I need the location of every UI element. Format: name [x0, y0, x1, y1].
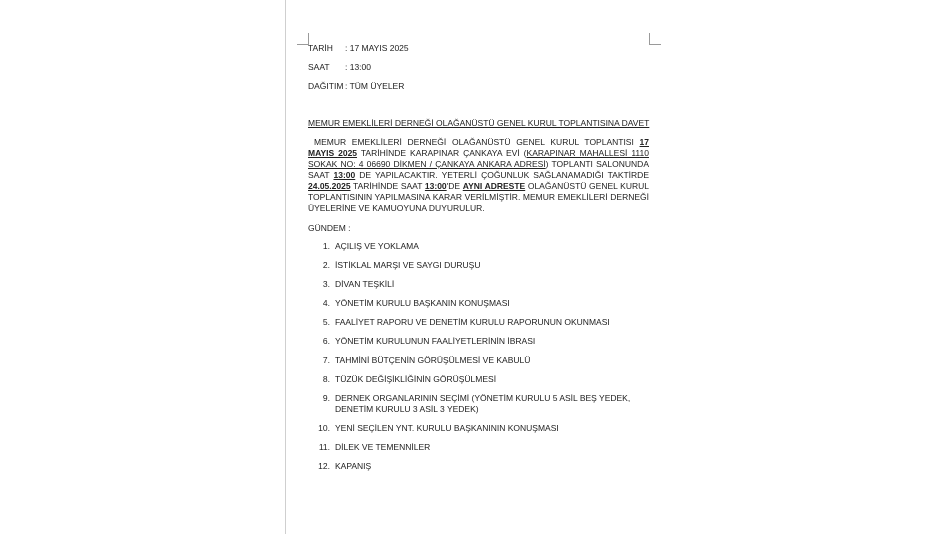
margin-corner-top-right — [649, 33, 661, 45]
agenda-item-text: YENİ SEÇİLEN YNT. KURULU BAŞKANININ KONUŞMASI — [335, 423, 559, 433]
agenda-item-text: FAALİYET RAPORU VE DENETİM KURULU RAPORUNUN OKUNMASI — [335, 317, 610, 327]
agenda-title: GÜNDEM : — [308, 223, 351, 233]
distribution-row — [308, 81, 404, 92]
second-meeting-date: 24.05.2025 — [308, 181, 351, 191]
time-label: SAAT — [308, 62, 330, 72]
meeting-address: KARAPINAR MAHALLESİ 1110 SOKAK NO: 4 06690 DİKMEN / ÇANKAYA ANKARA ADRESİ — [308, 148, 649, 169]
agenda-item-number: 10. — [318, 423, 330, 433]
meeting-time: 13:00 — [333, 170, 356, 180]
agenda-item-number: 6. — [322, 336, 330, 346]
agenda-item-text: İSTİKLAL MARŞI VE SAYGI DURUŞU — [335, 260, 481, 270]
page-left-edge — [285, 0, 286, 534]
agenda-item-text: AÇILIŞ VE YOKLAMA — [335, 241, 419, 251]
distribution-label: DAĞITIM — [308, 81, 344, 91]
agenda-item-number: 1. — [322, 241, 330, 251]
same-address: AYNI ADRESTE — [462, 181, 526, 191]
body-text-2: TARİHİNDE KARAPINAR ÇANKAYA EVİ ( — [357, 148, 527, 158]
time-row — [308, 62, 371, 73]
agenda-item — [308, 461, 649, 472]
agenda-item — [308, 298, 649, 309]
agenda-item — [308, 393, 649, 415]
agenda-item-number: 12. — [318, 461, 330, 471]
agenda-item-text: YÖNETİM KURULU BAŞKANIN KONUŞMASI — [335, 298, 510, 308]
agenda-item-number: 5. — [322, 317, 330, 327]
announcement-paragraph — [308, 137, 649, 214]
second-meeting-time: 13:00 — [424, 181, 447, 191]
date-label: TARİH — [308, 43, 333, 53]
document-title: MEMUR EMEKLİLERİ DERNEĞİ OLAĞANÜSTÜ GENEL KURUL TOPLANTISINA DAVET — [308, 118, 650, 128]
date-value: : 17 MAYIS 2025 — [345, 43, 409, 53]
meeting-date: 17 MAYIS 2025 — [308, 137, 649, 158]
agenda-item — [308, 317, 649, 328]
agenda-item-text: YÖNETİM KURULUNUN FAALİYETLERİNİN İBRASI — [335, 336, 536, 346]
agenda-item-number: 8. — [322, 374, 330, 384]
agenda-item-text: TAHMİNİ BÜTÇENİN GÖRÜŞÜLMESİ VE KABULÜ — [335, 355, 531, 365]
agenda-item — [308, 442, 649, 453]
agenda-item — [308, 355, 649, 366]
date-row — [308, 43, 409, 54]
agenda-item-text: DİVAN TEŞKİLİ — [335, 279, 395, 289]
agenda-item — [308, 336, 649, 347]
agenda-item-text: DERNEK ORGANLARININ SEÇİMİ (YÖNETİM KURULU 5 ASİL BEŞ YEDEK, DENETİM KURULU 3 ASİL 3 YEDEK) — [335, 393, 631, 414]
body-text-6: 'DE — [446, 181, 463, 191]
agenda-item-number: 11. — [318, 442, 330, 452]
agenda-item-number: 2. — [322, 260, 330, 270]
agenda-item-number: 9. — [322, 393, 330, 403]
agenda-item-number: 3. — [322, 279, 330, 289]
time-value: : 13:00 — [345, 62, 371, 72]
agenda-item — [308, 423, 649, 434]
agenda-item-text: DİLEK VE TEMENNİLER — [335, 442, 431, 452]
agenda-item — [308, 241, 649, 252]
agenda-item-text: KAPANIŞ — [335, 461, 372, 471]
agenda-item — [308, 279, 649, 290]
agenda-list — [308, 241, 649, 480]
body-text-5: TARİHİNDE SAAT — [350, 181, 425, 191]
agenda-item — [308, 260, 649, 271]
distribution-value: : TÜM ÜYELER — [345, 81, 405, 91]
agenda-item-number: 7. — [322, 355, 330, 365]
body-text-1: MEMUR EMEKLİLERİ DERNEĞİ OLAĞANÜSTÜ GENEL KURUL TOPLANTISI — [314, 137, 640, 147]
agenda-item-number: 4. — [322, 298, 330, 308]
agenda-item — [308, 374, 649, 385]
body-text-4: DE YAPILACAKTIR. YETERLİ ÇOĞUNLUK SAĞLANAMADIĞI TAKTİRDE — [355, 170, 649, 180]
agenda-item-text: TÜZÜK DEĞİŞİKLİĞİNİN GÖRÜŞÜLMESİ — [335, 374, 497, 384]
body-text-7: OLAĞANÜSTÜ GENEL KURUL TOPLANTISININ YAPILMASINA KARAR VERİLMİŞTİR. MEMUR EMEKLİLERİ DERNEĞİ ÜYELERİNE VE KAMUOYUNA DUYURULUR. — [308, 181, 649, 213]
body-text-3: ) TOPLANTI SALONUNDA SAAT — [308, 159, 649, 180]
